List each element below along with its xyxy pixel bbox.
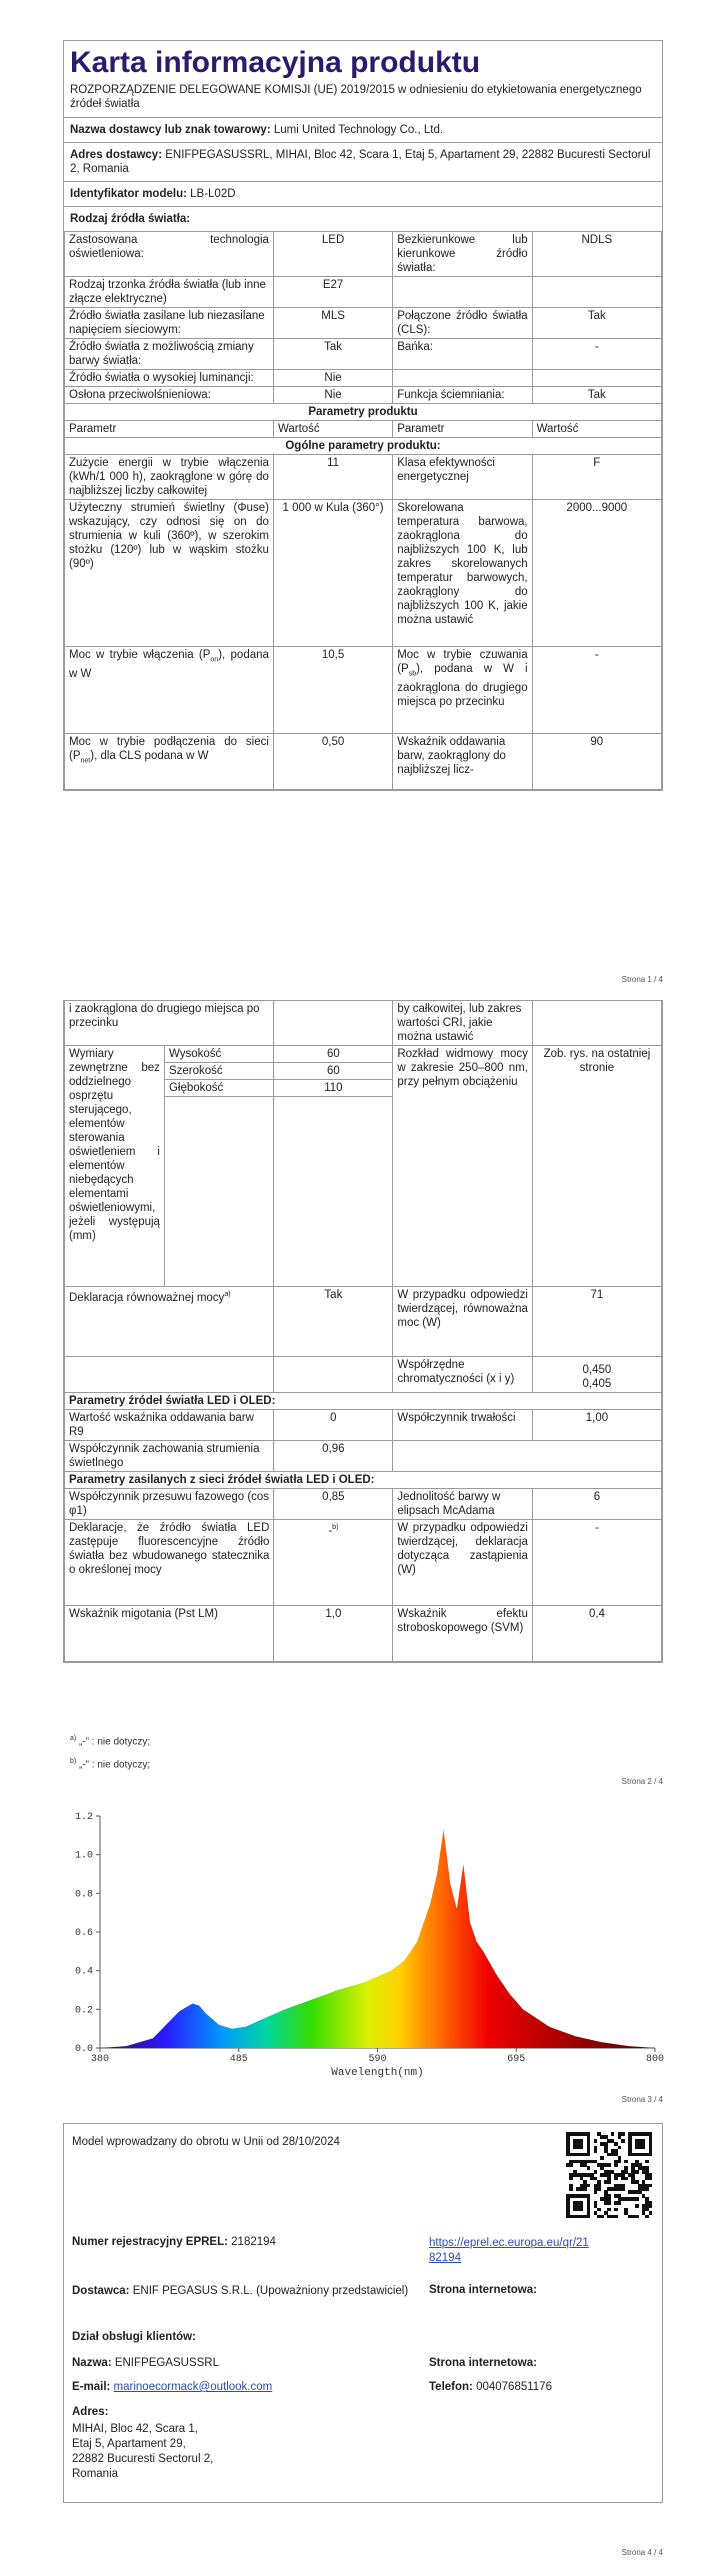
qr-module: [618, 2146, 622, 2150]
qr-module: [583, 2187, 587, 2191]
qr-module: [607, 2163, 611, 2167]
qr-module: [645, 2160, 649, 2164]
qr-module: [587, 2153, 591, 2157]
text-part: Moc w trybie podłączenia do sieci (P: [69, 736, 269, 762]
y-tick-label: 0.0: [74, 2044, 93, 2055]
cell-value: E27: [273, 277, 392, 308]
cell-label: W przypadku odpowiedzi twierdzącej, równoważna moc (W): [393, 1287, 533, 1357]
addr-line: 22882 Bucuresti Sectorul 2,: [72, 2453, 214, 2465]
cell-value: 0: [274, 1410, 393, 1441]
cell-value: -: [532, 339, 661, 370]
phone-label: Telefon:: [429, 2381, 473, 2393]
table-row: [65, 308, 662, 339]
cell-label: Współczynnik trwałości: [393, 1410, 533, 1441]
cell-value: Tak: [532, 387, 661, 404]
supplier-label: Nazwa dostawcy lub znak towarowy:: [70, 124, 271, 136]
table-row: [65, 455, 662, 500]
cell-value: 0,50: [273, 734, 392, 790]
eprel-value: 2182194: [231, 2236, 276, 2248]
dim-value: 60: [274, 1046, 393, 1063]
footnote-a: [70, 1732, 150, 1749]
cell-label: [393, 277, 532, 308]
section-header: [65, 1393, 662, 1410]
model-row: [64, 181, 662, 206]
spectrum-svg: [55, 1800, 675, 2080]
cell-value: 0,96: [274, 1441, 393, 1472]
table-row: [65, 1357, 662, 1393]
cell-label: Współczynnik przesuwu fazowego (cos φ1): [65, 1489, 274, 1520]
eprel-link[interactable]: https://eprel.ec.europa.eu/qr/2182194: [429, 2237, 589, 2264]
y-tick-label: 0.6: [74, 1928, 93, 1939]
x-tick-label: 800: [645, 2054, 665, 2065]
table-row: [65, 734, 662, 790]
qr-module: [649, 2204, 653, 2208]
table-row: [65, 647, 662, 734]
x-tick-label: 485: [229, 2054, 248, 2065]
cell-label: Zużycie energii w trybie włączenia (kWh/1 000 h), zaokrąglone w górę do najbliższej liczby całkowitej: [65, 455, 274, 500]
dim-value: 60: [274, 1063, 393, 1080]
params-table-cont: [64, 1000, 662, 1662]
table-row: [65, 1410, 662, 1441]
cell-value: 2000...9000: [532, 500, 661, 647]
superscript: a): [224, 1291, 231, 1298]
x-axis-label: Wavelength(nm): [331, 2067, 424, 2079]
spectrum-chart: [55, 1800, 675, 2080]
qr-module: [607, 2201, 611, 2205]
qr-module: [624, 2160, 628, 2164]
subscript: sb: [408, 670, 417, 678]
qr-module: [649, 2184, 653, 2188]
addr-line: MIHAI, Bloc 42, Scara 1,: [72, 2423, 198, 2435]
table-row: [65, 1287, 662, 1357]
qr-module: [580, 2146, 584, 2150]
qr-module: [600, 2156, 604, 2160]
cell-label: Źródło światła z możliwością zmiany barwy światła:: [65, 339, 274, 370]
qr-module: [635, 2215, 639, 2219]
x-tick-label: 590: [368, 2054, 387, 2065]
qr-module: [597, 2187, 601, 2191]
qr-module: [594, 2170, 598, 2174]
cell-value: 1,00: [532, 1410, 661, 1441]
qr-module: [635, 2170, 639, 2174]
cell-value: 0,85: [274, 1489, 393, 1520]
dim-name: Wysokość: [164, 1046, 273, 1063]
dims-label: Wymiary zewnętrzne bez oddzielnego osprzętu sterującego, elementów sterowania oświetleniem i elementów niebędących elementami oświetleniowymi, jeżeli występują (mm): [65, 1046, 165, 1287]
qr-module: [642, 2146, 646, 2150]
qr-module: [649, 2177, 653, 2181]
source-type-table: [64, 231, 662, 790]
text-part: „-” : nie dotyczy;: [76, 1736, 151, 1748]
qr-module: [618, 2201, 622, 2205]
cell-label: Wartość wskaźnika oddawania barw R9: [65, 1410, 274, 1441]
cell-label: Źródło światła o wysokiej luminancji:: [65, 370, 274, 387]
qr-module: [621, 2187, 625, 2191]
table-row: [65, 500, 662, 647]
address-value: ENIFPEGASUSSRL, MIHAI, Bloc 42, Scara 1, Etaj 5, Apartament 29, 22882 Bucuresti Sectorul 2, Romania: [70, 149, 651, 175]
page-footer: Strona 4 / 4: [621, 2548, 663, 2557]
phone-value: 004076851176: [476, 2381, 552, 2393]
section-header: [65, 404, 662, 421]
cell-label: Klasa efektywności energetycznej: [393, 455, 532, 500]
cell-value: Nie: [273, 387, 392, 404]
text-part: Moc w trybie włączenia (P: [69, 649, 211, 661]
qr-module: [624, 2177, 628, 2181]
www-label: Strona internetowa:: [429, 2284, 537, 2296]
cell-label: Bezkierunkowe lub kierunkowe źródło światła:: [393, 232, 532, 277]
qr-module: [587, 2215, 591, 2219]
cell-value: 11: [273, 455, 392, 500]
cell-label: Połączone źródło światła (CLS):: [393, 308, 532, 339]
empty-cell: [65, 1357, 274, 1393]
cell-label: Wskaźnik oddawania barw, zaokrąglony do najbliższej licz-: [393, 734, 532, 790]
qr-module: [587, 2166, 591, 2170]
qr-module: [580, 2208, 584, 2212]
col-value: Wartość: [273, 421, 392, 438]
service-name-row: [72, 2357, 219, 2369]
qr-module: [607, 2208, 611, 2212]
table-row: [65, 339, 662, 370]
model-value: LB-L02D: [190, 188, 236, 200]
cell-value: [532, 1001, 661, 1046]
model-label: Identyfikator modelu:: [70, 188, 187, 200]
qr-module: [594, 2139, 598, 2143]
cell-label: [393, 647, 532, 734]
cell-value: [532, 370, 661, 387]
cell-value: [274, 1520, 393, 1606]
email-row: [72, 2381, 272, 2393]
cell-value: 6: [532, 1489, 661, 1520]
eprel-label: Numer rejestracyjny EPREL:: [72, 2236, 228, 2248]
page-4-frame: [63, 2123, 663, 2503]
cell-label: Skorelowana temperatura barwowa, zaokrąglona do najbliższych 100 K, lub zakres skorelowanych temperatur barwowych, zaokrąglony do najbliższych 100 K, jakie można ustawić: [393, 500, 532, 647]
cell-value: NDLS: [532, 232, 661, 277]
cell-label: Wskaźnik efektu stroboskopowego (SVM): [393, 1606, 533, 1662]
y-tick-label: 0.8: [74, 1889, 93, 1901]
supplier-value: Lumi United Technology Co., Ltd.: [273, 124, 444, 136]
cell-label: [65, 647, 274, 734]
qr-module: [614, 2163, 618, 2167]
qr-module: [635, 2197, 639, 2201]
cell-label: Współrzędne chromatyczności (x i y): [393, 1357, 533, 1393]
column-header-row: [65, 421, 662, 438]
text-part: -: [328, 1524, 333, 1537]
dim-name: Głębokość: [164, 1080, 273, 1097]
qr-module: [594, 2149, 598, 2153]
cell-value: [274, 1001, 393, 1046]
subscript: on: [210, 656, 219, 664]
cell-label: W przypadku odpowiedzi twierdzącej, deklaracja dotycząca zastąpienia (W): [393, 1520, 533, 1606]
qr-module: [600, 2215, 604, 2219]
cell-value: 1 000 w Kula (360°): [273, 500, 392, 647]
table-row: [65, 387, 662, 404]
qr-module: [569, 2187, 573, 2191]
cell-value: 0,4: [532, 1606, 661, 1662]
qr-module: [649, 2211, 653, 2215]
text-part: ), podana w W: [69, 649, 269, 681]
qr-module: [635, 2204, 639, 2208]
eprel-row: [72, 2236, 276, 2248]
cell-label: Wskaźnik migotania (Pst LM): [65, 1606, 274, 1662]
qr-module: [587, 2184, 591, 2188]
cell-label: [65, 734, 274, 790]
page-footer: Strona 3 / 4: [621, 2095, 663, 2104]
table-row: [65, 1606, 662, 1662]
email-link[interactable]: marinoecormack@outlook.com: [113, 2381, 273, 2393]
col-param: Parametr: [65, 421, 274, 438]
addr-line: Etaj 5, Apartament 29,: [72, 2438, 186, 2450]
x-tick-label: 380: [90, 2054, 110, 2065]
qr-module: [621, 2132, 625, 2136]
page-title: Karta informacyjna produktu: [70, 46, 481, 79]
email-label: E-mail:: [72, 2381, 111, 2393]
qr-module: [569, 2163, 573, 2167]
cell-label: Współczynnik zachowania strumienia świetlnego: [65, 1441, 274, 1472]
dim-value: 110: [274, 1080, 393, 1097]
cell-value: Tak: [274, 1287, 393, 1357]
cell-label: Rodzaj trzonka źródła światła (lub inne złącze elektryczne): [65, 277, 274, 308]
cell-label: Użyteczny strumień świetlny (Φuse) wskazujący, czy odnosi się on do strumienia w kuli (360º), w szerokim stożku (120º) lub w wąskim stożku (90º): [65, 500, 274, 647]
general-title: Ogólne parametry produktu:: [65, 438, 662, 455]
cell-value: Nie: [273, 370, 392, 387]
spectrum-area: [100, 1830, 655, 2049]
cell-value: -: [532, 647, 661, 734]
qr-code-image: [566, 2132, 652, 2218]
cell-value: 71: [532, 1287, 661, 1357]
params-title: Parametry produktu: [65, 404, 662, 421]
cell-label: Jednolitość barwy w elipsach McAdama: [393, 1489, 533, 1520]
text-part: ), podana w W i zaokrąglona do drugiego miejsca po przecinku: [397, 663, 528, 709]
cell-value: [532, 1357, 661, 1393]
superscript: b): [70, 1758, 77, 1766]
cell-value: LED: [273, 232, 392, 277]
table-row: [65, 1001, 662, 1046]
qr-module: [614, 2208, 618, 2212]
qr-module: [645, 2187, 649, 2191]
section-header: [65, 438, 662, 455]
cell-value: 90: [532, 734, 661, 790]
empty-cell: [274, 1097, 393, 1287]
cell-label: [65, 1287, 274, 1357]
table-row: [65, 1520, 662, 1606]
table-row: [65, 1441, 662, 1472]
qr-module: [621, 2139, 625, 2143]
qr-module: [597, 2208, 601, 2212]
cell-value: Tak: [273, 339, 392, 370]
page-footer: Strona 1 / 4: [621, 975, 663, 984]
address-label: Adres dostawcy:: [70, 149, 163, 161]
subscript: net: [80, 757, 91, 765]
page-footer: Strona 2 / 4: [621, 1777, 663, 1786]
qr-module: [645, 2215, 649, 2219]
cell-label: i zaokrąglona do drugiego miejsca po przecinku: [65, 1001, 274, 1046]
supplier-row: [72, 2284, 412, 2299]
address-row: [64, 142, 662, 181]
table-row: [65, 232, 662, 277]
cell-value: 10,5: [273, 647, 392, 734]
dims-row: [65, 1046, 662, 1063]
cell-label: Funkcja ściemniania:: [393, 387, 532, 404]
cell-value: 1,0: [274, 1606, 393, 1662]
table-row: [65, 277, 662, 308]
empty-cell: [393, 1441, 662, 1472]
text-part: Deklaracja równoważnej mocy: [69, 1291, 225, 1304]
source-type-label: Rodzaj źródła światła:: [70, 213, 191, 225]
page-1-frame: [63, 40, 663, 791]
cell-value: -: [532, 1520, 661, 1606]
text-part: „-” : nie dotyczy;: [76, 1759, 151, 1771]
qr-module: [607, 2180, 611, 2184]
qr-module: [594, 2190, 598, 2194]
qr-module: [618, 2160, 622, 2164]
col-value: Wartość: [532, 421, 661, 438]
empty-cell: [274, 1357, 393, 1393]
led-title: Parametry źródeł światła LED i OLED:: [65, 1393, 662, 1410]
cell-value: F: [532, 455, 661, 500]
text-part: Moc w trybie czuwania (P: [397, 649, 528, 675]
www2-label: Strona internetowa:: [429, 2357, 537, 2369]
mains-title: Parametry zasilanych z sieci źródeł światła LED i OLED:: [65, 1472, 662, 1489]
spd-value: Zob. rys. na ostatniej stronie: [532, 1046, 661, 1287]
qr-module: [649, 2153, 653, 2157]
y-tick-label: 1.2: [74, 1812, 93, 1823]
chroma-y: 0,405: [582, 1378, 612, 1390]
dostawca-label: Dostawca:: [72, 2285, 130, 2297]
market-text: Model wprowadzany do obrotu w Unii od 28/10/2024: [72, 2136, 340, 2148]
dostawca-value: ENIF PEGASUS S.R.L. (Upoważniony przedstawiciel): [132, 2285, 409, 2297]
chroma-x: 0,450: [582, 1364, 612, 1376]
table-row: [65, 370, 662, 387]
page-2-frame: [63, 1000, 663, 1663]
cell-label: Zastosowana technologia oświetleniowa:: [65, 232, 274, 277]
regulation-subtitle: ROZPORZĄDZENIE DELEGOWANE KOMISJI (UE) 2019/2015 w odniesieniu do etykietowania energetycznego źródeł światła: [70, 84, 642, 110]
cell-value: Tak: [532, 308, 661, 339]
spd-label: Rozkład widmowy mocy w zakresie 250–800 nm, przy pełnym obciążeniu: [393, 1046, 533, 1287]
cell-value: MLS: [273, 308, 392, 339]
qr-module: [614, 2215, 618, 2219]
addr-line: Romania: [72, 2468, 119, 2480]
qr-module: [614, 2177, 618, 2181]
empty-cell: [164, 1097, 273, 1287]
source-type-row: [64, 206, 662, 231]
y-tick-label: 0.2: [74, 2005, 93, 2017]
name-value: ENIFPEGASUSSRL: [114, 2357, 219, 2369]
addr-label: Adres:: [72, 2406, 109, 2418]
superscript: a): [70, 1735, 77, 1742]
cell-label: Źródło światła zasilane lub niezasilane napięciem sieciowym:: [65, 308, 274, 339]
qr-module: [569, 2177, 573, 2181]
superscript: b): [332, 1524, 339, 1531]
name-label: Nazwa:: [72, 2357, 112, 2369]
cell-label: [393, 370, 532, 387]
footnotes: [70, 1732, 150, 1773]
cell-label: by całkowitej, lub zakres wartości CRI, jakie można ustawić: [393, 1001, 533, 1046]
phone-row: [429, 2381, 552, 2393]
dim-name: Szerokość: [164, 1063, 273, 1080]
table-row: [65, 1489, 662, 1520]
text-part: ), dla CLS podana w W: [90, 750, 209, 762]
cell-label: Bańka:: [393, 339, 532, 370]
supplier-row: [64, 117, 662, 142]
y-tick-label: 0.4: [74, 1966, 93, 1978]
qr-module: [611, 2132, 615, 2136]
y-tick-label: 1.0: [74, 1850, 93, 1862]
section-header: [65, 1472, 662, 1489]
addr-lines: [72, 2422, 213, 2482]
cell-label: Osłona przeciwolśnieniowa:: [65, 387, 274, 404]
x-tick-label: 695: [507, 2054, 526, 2065]
cell-value: [532, 277, 661, 308]
service-title: Dział obsługi klientów:: [72, 2331, 196, 2343]
cell-label: Deklaracje, że źródło światła LED zastępuje fluorescencyjne źródło światła bez wbudowanego statecznika o określonej mocy: [65, 1520, 274, 1606]
col-param: Parametr: [393, 421, 532, 438]
footnote-b: [70, 1755, 150, 1772]
